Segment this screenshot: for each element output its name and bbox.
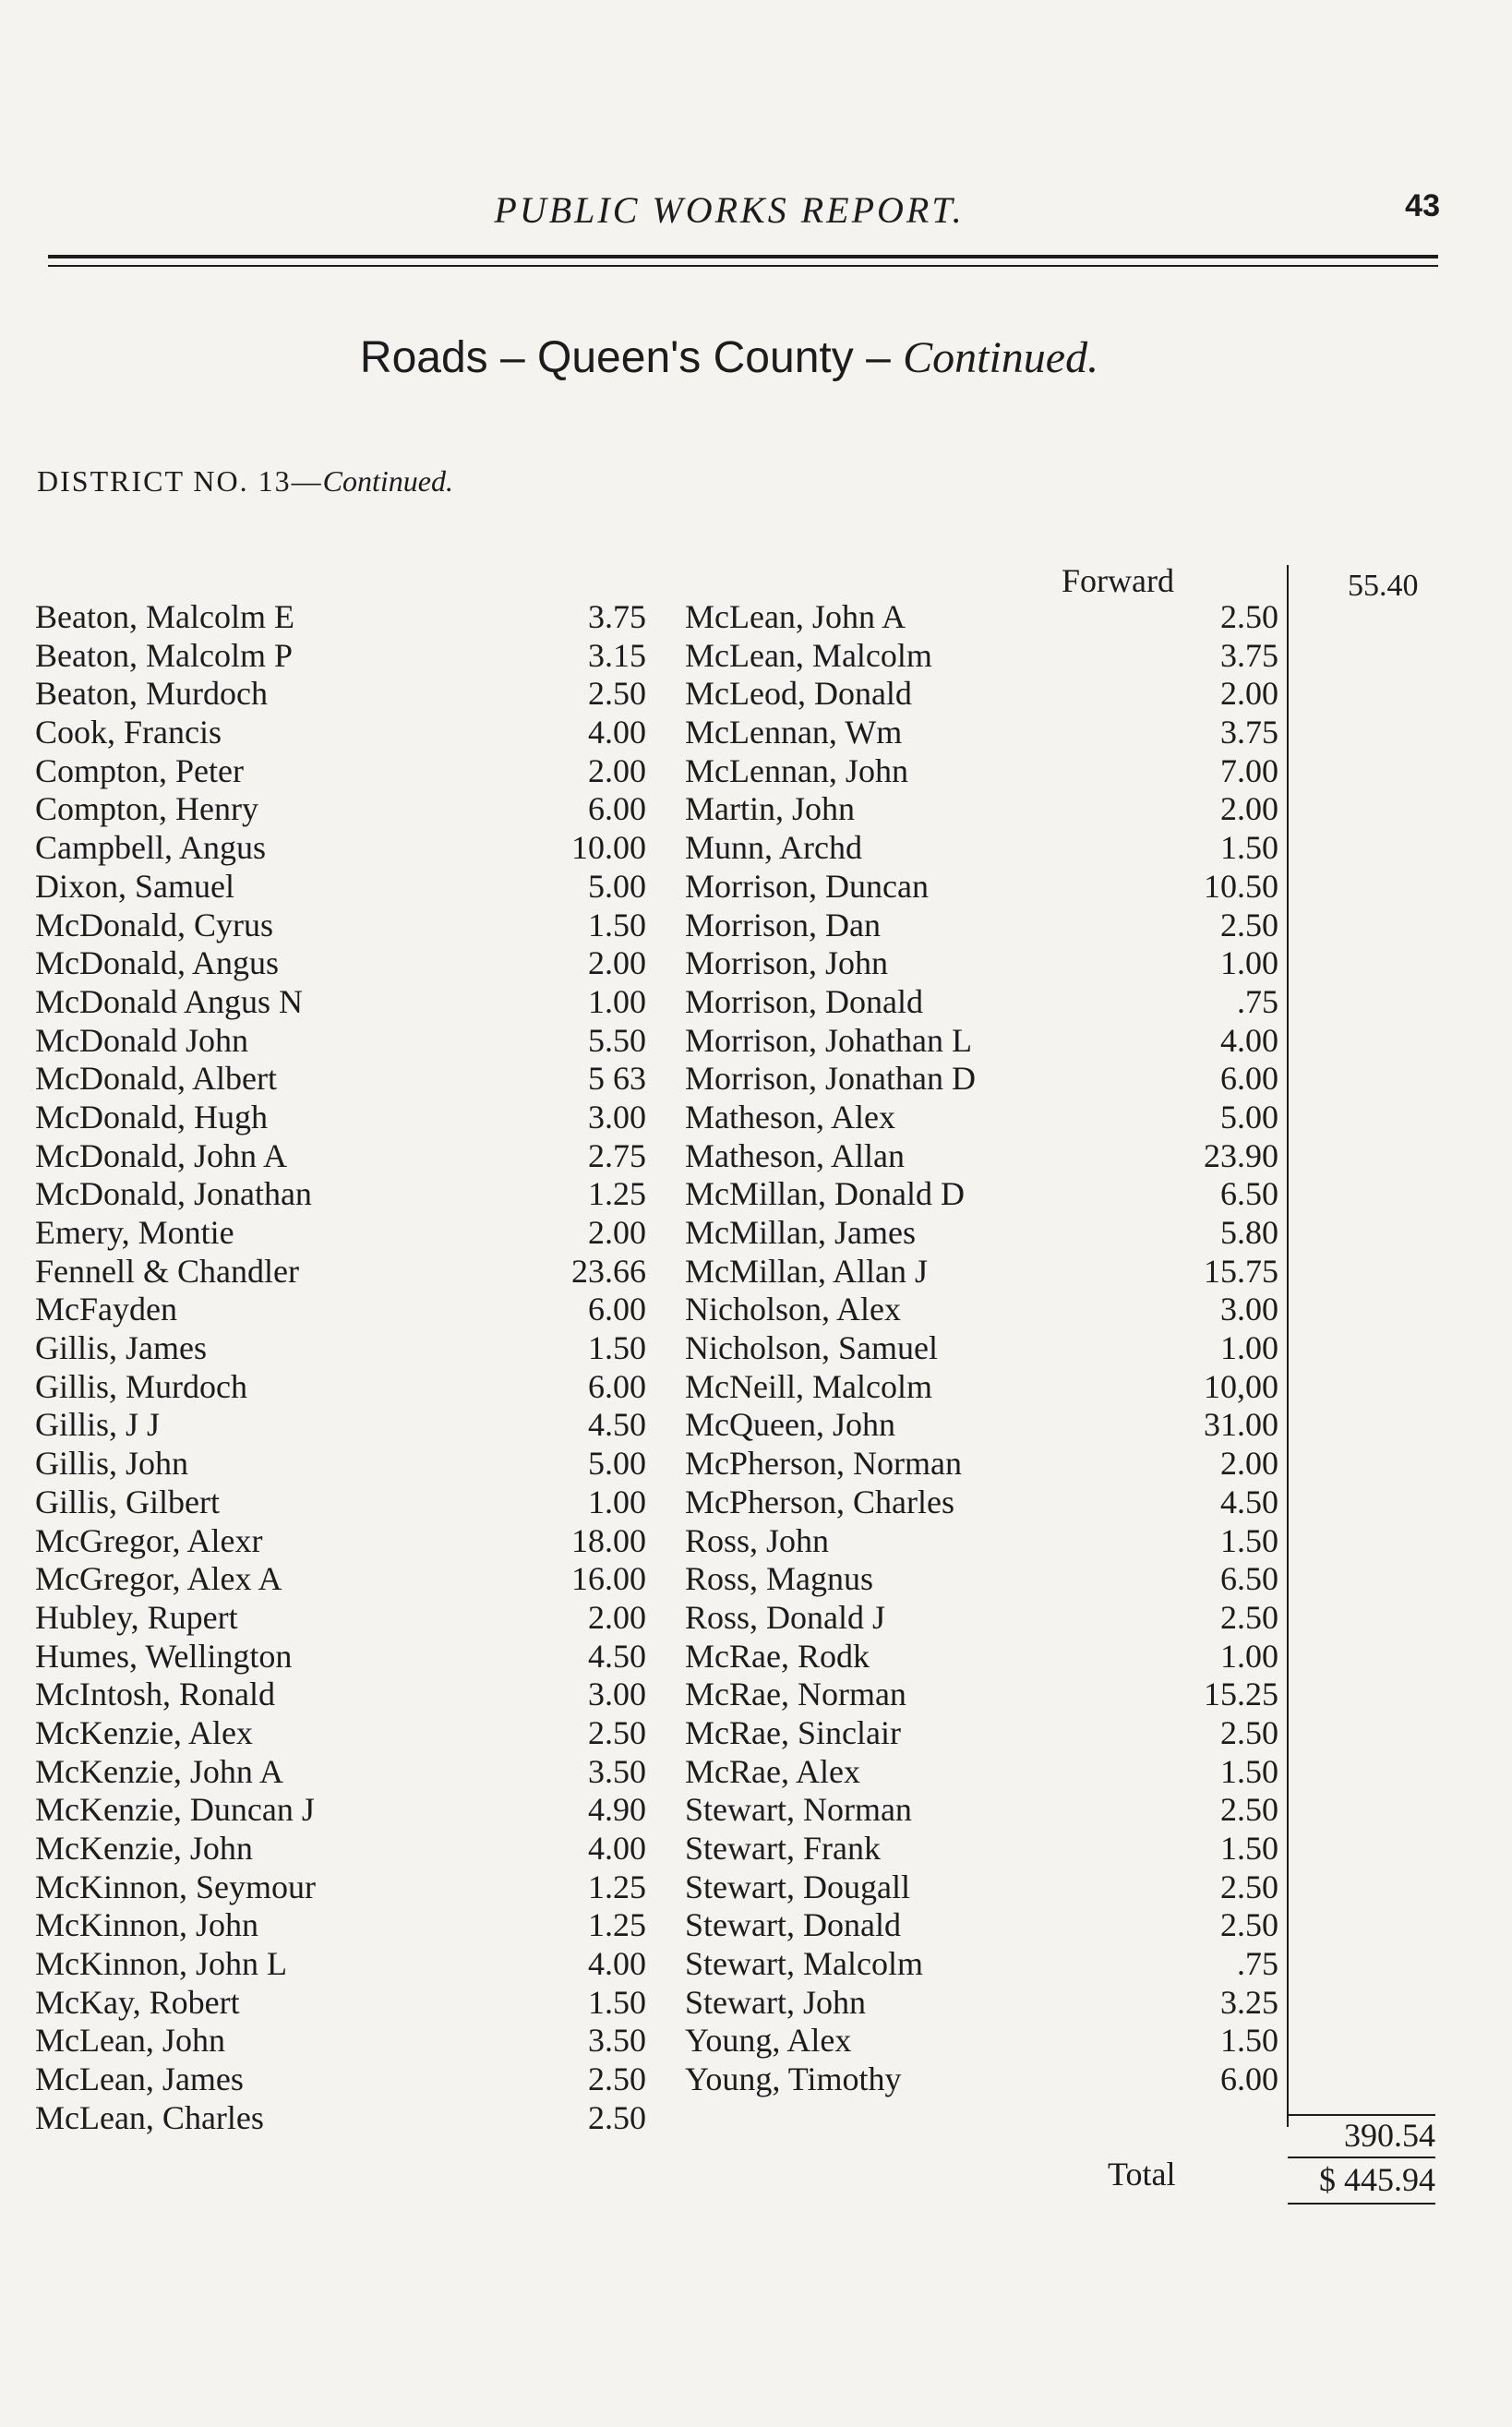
amount: 15.25 [1204,1676,1278,1713]
list-item: Beaton, Malcolm P [35,636,293,674]
list-item: Martin, John [685,790,855,828]
amount: 6.00 [588,1291,646,1328]
amount: 2.50 [1220,1868,1278,1905]
list-item: McMillan, Donald D [685,1175,965,1213]
list-item: Nicholson, Alex [685,1291,901,1328]
header-rule-thin [48,265,1438,267]
list-item: McDonald, Angus [35,944,279,982]
list-item: McLean, Charles [35,2098,264,2136]
list-item: Matheson, Allan [685,1136,905,1174]
list-item: Morrison, Duncan [685,867,929,905]
amount: 1.50 [1220,2022,1278,2060]
amount: .75 [1237,1945,1278,1983]
amount: 1.00 [1220,1637,1278,1675]
left-name-column [35,598,515,2138]
list-item: McDonald, Jonathan [35,1175,312,1213]
total-label: Total [1108,2156,1176,2193]
amount: 3.15 [588,636,646,674]
amount: 4.00 [588,1830,646,1867]
amount: 1.50 [588,1983,646,2021]
amount: 4.90 [588,1791,646,1829]
amount: 23.66 [571,1252,646,1290]
list-item: Fennell & Chandler [35,1252,299,1290]
list-item: McKay, Robert [35,1983,240,2021]
amount: 3.50 [588,2022,646,2060]
list-item: McRae, Sinclair [685,1713,901,1751]
list-item: Ross, Donald J [685,1598,886,1636]
amount: 2.00 [588,1598,646,1636]
amount: 4.00 [588,1945,646,1983]
amount: 2.50 [1220,1791,1278,1829]
list-item: Gillis, John [35,1445,189,1483]
running-header [0,185,1512,240]
amount: 1.50 [1220,1752,1278,1790]
list-item: Ross, John [685,1521,830,1559]
list-item: McKenzie, John [35,1830,253,1867]
list-item: Stewart, Frank [685,1830,881,1867]
amount: 2.00 [588,1214,646,1251]
amount: 1.00 [1220,944,1278,982]
amount: 2.00 [1220,1445,1278,1483]
list-item: McDonald John [35,1021,248,1059]
list-item: McGregor, Alex A [35,1560,282,1598]
list-item: McRae, Rodk [685,1637,870,1675]
amount: .75 [1237,982,1278,1020]
list-item: McLean, James [35,2061,244,2098]
amount: 3.50 [588,1752,646,1790]
amount: 2.50 [1220,1713,1278,1751]
list-item: Morrison, Donald [685,982,923,1020]
list-item: McKenzie, John A [35,1752,283,1790]
amount: 5.00 [588,867,646,905]
list-item: McDonald, Hugh [35,1098,268,1135]
list-item: McDonald, John A [35,1136,287,1174]
amount: 1.50 [1220,1830,1278,1867]
amount: 3.00 [588,1098,646,1135]
list-item: McLeod, Donald [685,675,912,713]
amount: 2.50 [1220,1598,1278,1636]
list-item: Stewart, Dougall [685,1868,910,1905]
section-title [0,332,1458,383]
list-item: Gillis, James [35,1329,207,1367]
district-label: DISTRICT NO. 13— [37,464,323,498]
forward-amount: 55.40 [1348,569,1419,603]
list-item: Gillis, Murdoch [35,1367,247,1405]
list-item: McQueen, John [685,1406,895,1444]
list-item: Ross, Magnus [685,1560,874,1598]
district-continued: Continued. [322,464,453,498]
amount: 4.50 [588,1406,646,1444]
amount: 3.00 [588,1676,646,1713]
amount: 1.50 [1220,1521,1278,1559]
list-item: Campbell, Angus [35,829,266,867]
amount: 23.90 [1204,1136,1278,1174]
list-item: Gillis, J J [35,1406,161,1444]
amount: 7.00 [1220,751,1278,789]
amount: 3.25 [1220,1983,1278,2021]
list-item: McFayden [35,1291,177,1328]
amount: 1.00 [1220,1329,1278,1367]
list-item: Morrison, John [685,944,889,982]
amount: 2.00 [588,751,646,789]
list-item: McKinnon, John L [35,1945,287,1983]
amount: 10.50 [1204,867,1278,905]
amount: 1.25 [588,1175,646,1213]
list-item: McGregor, Alexr [35,1521,263,1559]
list-item: Morrison, Johathan L [685,1021,972,1059]
amount: 2.00 [588,944,646,982]
running-title: PUBLIC WORKS REPORT. [494,189,965,231]
amount: 18.00 [571,1521,646,1559]
list-item: Emery, Montie [35,1214,234,1251]
amount: 5.80 [1220,1214,1278,1251]
list-item: McDonald, Albert [35,1060,277,1098]
list-item: Dixon, Samuel [35,867,234,905]
list-item: McKenzie, Alex [35,1713,253,1751]
amount: 1.00 [588,982,646,1020]
left-amount-column [517,598,646,2138]
amount: 2.50 [1220,906,1278,943]
amount: 3.75 [1220,636,1278,674]
total-amount: $ 445.94 [1319,2161,1435,2198]
list-item: McDonald Angus N [35,982,303,1020]
list-item: Gillis, Gilbert [35,1483,220,1520]
list-item: McRae, Alex [685,1752,860,1790]
subtotal-amount: 390.54 [1344,2117,1435,2154]
list-item: McNeill, Malcolm [685,1367,932,1405]
list-item: Morrison, Jonathan D [685,1060,976,1098]
amount: 15.75 [1204,1252,1278,1290]
list-item: McKinnon, John [35,1906,258,1944]
amount: 6.50 [1220,1560,1278,1598]
section-title-main: Roads – Queen's County – [359,333,904,382]
list-item: Matheson, Alex [685,1098,895,1135]
list-item: Young, Timothy [685,2061,902,2098]
amount: 2.50 [588,2061,646,2098]
district-heading [37,464,453,499]
list-item: McRae, Norman [685,1676,906,1713]
list-item: Stewart, Norman [685,1791,912,1829]
list-item: Stewart, Donald [685,1906,901,1944]
amount: 31.00 [1204,1406,1278,1444]
amount: 2.00 [1220,675,1278,713]
amount: 2.50 [588,1713,646,1751]
amount: 6.00 [1220,1060,1278,1098]
amount: 3.75 [1220,714,1278,751]
list-item: McMillan, Allan J [685,1252,928,1290]
amount: 2.50 [588,675,646,713]
amount: 1.50 [1220,829,1278,867]
amount: 6.50 [1220,1175,1278,1213]
list-item: McPherson, Charles [685,1483,954,1520]
amount: 5.00 [588,1445,646,1483]
amount: 5.00 [1220,1098,1278,1135]
list-item: Compton, Peter [35,751,244,789]
list-item: Stewart, Malcolm [685,1945,923,1983]
amount: 4.50 [588,1637,646,1675]
amount: 2.50 [1220,598,1278,635]
list-item: McKinnon, Seymour [35,1868,316,1905]
amount: 3.75 [588,598,646,635]
right-name-column [685,598,1110,2099]
amount: 2.50 [588,2098,646,2136]
list-item: McKenzie, Duncan J [35,1791,315,1829]
list-item: McMillan, James [685,1214,916,1251]
amount: 2.75 [588,1136,646,1174]
list-item: Stewart, John [685,1983,866,2021]
list-item: Beaton, Malcolm E [35,598,294,635]
amount: 10.00 [571,829,646,867]
list-item: Humes, Wellington [35,1637,293,1675]
right-amount-column [1135,598,1278,2099]
list-item: Nicholson, Samuel [685,1329,938,1367]
list-item: McIntosh, Ronald [35,1676,275,1713]
amount: 5 63 [588,1060,646,1098]
amount: 4.00 [588,714,646,751]
forward-label: Forward [1062,562,1174,599]
list-item: Young, Alex [685,2022,852,2060]
list-item: Hubley, Rupert [35,1598,238,1636]
list-item: McLean, Malcolm [685,636,932,674]
list-item: Beaton, Murdoch [35,675,268,713]
amount: 5.50 [588,1021,646,1059]
amount: 4.50 [1220,1483,1278,1520]
amount: 1.50 [588,906,646,943]
list-item: Morrison, Dan [685,906,881,943]
list-item: McLennan, John [685,751,908,789]
list-item: McLean, John A [685,598,906,635]
header-rule-thick [48,255,1438,258]
list-item: McLean, John [35,2022,225,2060]
amount: 1.25 [588,1868,646,1905]
list-item: Munn, Archd [685,829,862,867]
section-title-continued: Continued. [903,333,1099,382]
amount: 1.50 [588,1329,646,1367]
amount: 2.00 [1220,790,1278,828]
column-rule [1287,565,1289,2127]
amount: 1.00 [588,1483,646,1520]
amount: 6.00 [1220,2061,1278,2098]
amount: 16.00 [571,1560,646,1598]
list-item: Cook, Francis [35,714,222,751]
total-underline [1288,2203,1435,2205]
amount: 6.00 [588,1367,646,1405]
amount: 2.50 [1220,1906,1278,1944]
amount: 4.00 [1220,1021,1278,1059]
list-item: McLennan, Wm [685,714,903,751]
amount: 3.00 [1220,1291,1278,1328]
total-rule [1288,2157,1435,2158]
list-item: McDonald, Cyrus [35,906,273,943]
list-item: Compton, Henry [35,790,258,828]
amount: 10,00 [1204,1367,1278,1405]
list-item: McPherson, Norman [685,1445,962,1483]
amount: 1.25 [588,1906,646,1944]
amount: 6.00 [588,790,646,828]
page-number: 43 [1405,188,1440,223]
